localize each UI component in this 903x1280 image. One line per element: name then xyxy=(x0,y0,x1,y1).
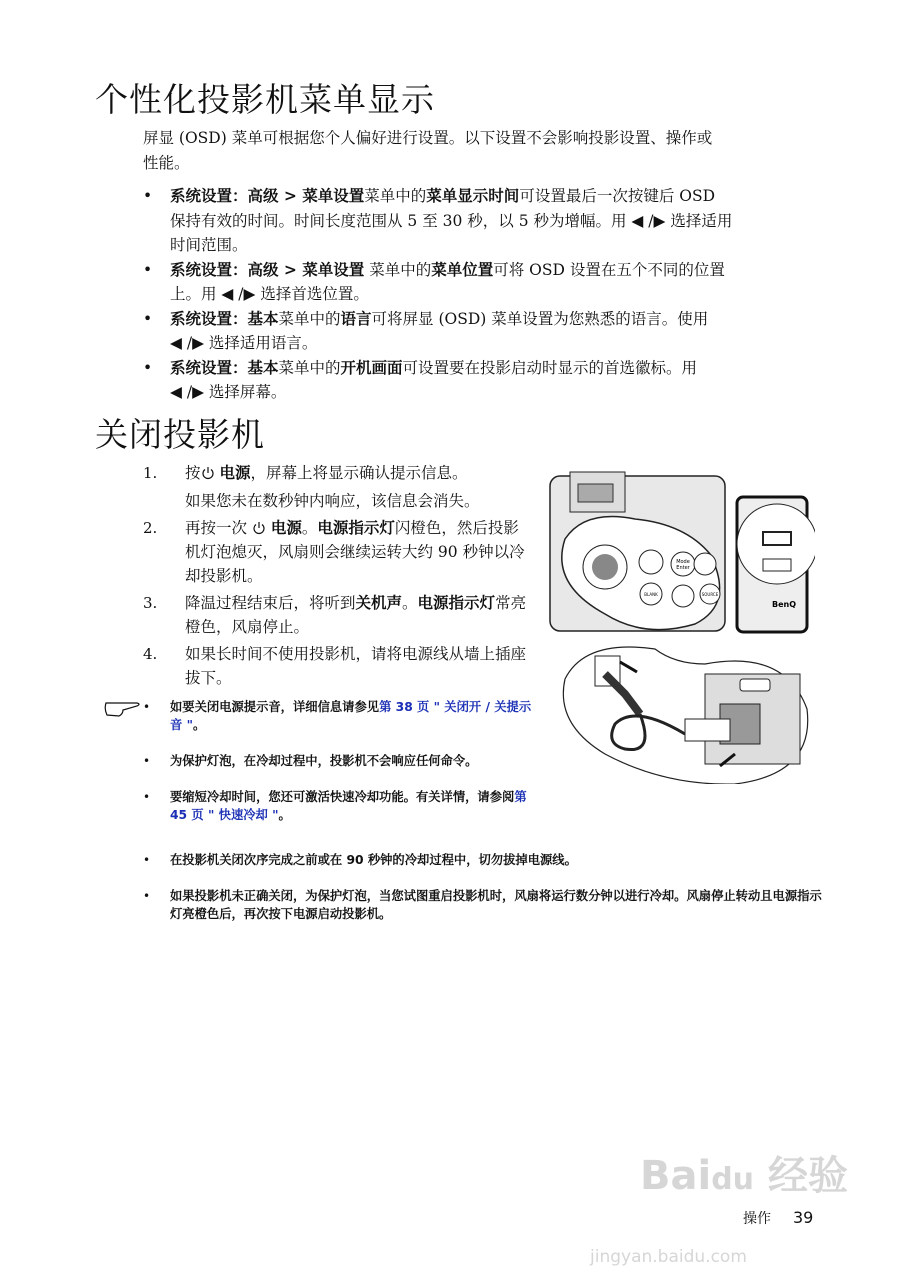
item-text: 菜单中的 xyxy=(278,309,341,328)
item-line xyxy=(170,233,855,258)
step-4 xyxy=(143,642,533,690)
item-line xyxy=(170,307,855,332)
item-line xyxy=(170,356,855,381)
step-text: 如果长时间不使用投影机，请将电源线从墙上插座拔下。 xyxy=(185,644,527,687)
item-text: 可设置最后一次按键后 OSD xyxy=(519,187,715,205)
power-label: 电源 xyxy=(270,517,302,537)
power-icon xyxy=(252,521,266,535)
note-item xyxy=(143,698,533,734)
menu-path: 菜单位置 xyxy=(431,259,494,279)
item-line xyxy=(170,282,855,307)
item-text: ◀ /▶ 选择适用语言。 xyxy=(170,334,318,352)
step-text: 。 xyxy=(402,593,418,612)
power-label: 电源 xyxy=(219,462,251,482)
page-reference-link[interactable]: 第 45 页 " 快速冷却 " xyxy=(170,789,527,822)
item-text: 菜单中的 xyxy=(364,187,427,205)
step-text: 闪橙色，然后投影机灯泡熄灭，风扇则会继续运转大约 90 秒钟以冷却投影机。 xyxy=(185,518,525,585)
osd-settings-list xyxy=(143,184,855,405)
osd-setting-item xyxy=(143,184,855,258)
baidu-watermark: Baidu 经验 xyxy=(640,1153,848,1199)
section-title-shutdown: 关闭投影机 xyxy=(95,414,265,454)
intro-line: 性能。 xyxy=(143,153,190,172)
step-text: ，屏幕上将显示确认提示信息。 xyxy=(250,463,468,482)
power-icon xyxy=(201,466,215,480)
power-indicator-label: 电源指示灯 xyxy=(417,592,496,612)
notes-list-wide xyxy=(143,851,823,923)
main-column xyxy=(95,80,855,941)
note-item xyxy=(143,752,533,770)
item-text: 时间范围。 xyxy=(170,236,248,254)
menu-path: 系统设置：高级 > 菜单设置 xyxy=(170,186,365,205)
item-text: 菜单中的 xyxy=(364,260,432,279)
note-text: 在投影机关闭次序完成之前或在 90 秒钟的冷却过程中，切勿拔掉电源线。 xyxy=(170,852,577,867)
osd-setting-item xyxy=(143,307,855,356)
note-text: 。 xyxy=(278,807,291,822)
power-indicator-label: 电源指示灯 xyxy=(317,517,395,537)
bullet-dot: • xyxy=(143,699,151,714)
menu-path: 开机画面 xyxy=(340,357,403,377)
step-number: 2. xyxy=(143,518,158,537)
svg-text:Mode: Mode xyxy=(676,558,690,565)
page-reference-link[interactable]: 第 38 页 " 关闭开 / 关提示音 " xyxy=(170,699,532,732)
section-title-osd: 个性化投影机菜单显示 xyxy=(95,80,435,119)
step-3 xyxy=(143,591,533,639)
item-text: ◀ /▶ 选择屏幕。 xyxy=(170,383,287,401)
page-number: 39 xyxy=(793,1208,814,1227)
svg-text:BLANK: BLANK xyxy=(644,591,658,597)
note-text: 如果投影机未正确关闭，为保护灯泡，当您试图重启投影机时，风扇将运行数分钟以进行冷却。风扇停止转动且电源指示灯亮橙色后，再次按下电源启动投影机。 xyxy=(170,888,822,921)
shutdown-sound-label: 关机声 xyxy=(355,592,403,612)
step-text: 再按一次 xyxy=(185,518,252,537)
page-footer xyxy=(743,1208,813,1229)
step-text: 降温过程结束后，将听到 xyxy=(185,593,356,612)
bullet-dot: • xyxy=(143,753,151,768)
item-line xyxy=(170,380,855,405)
item-text: 保持有效的时间。时间长度范围从 5 至 30 秒，以 5 秒为增幅。用 ◀ /▶ 选择适用 xyxy=(170,211,733,230)
step-text: 如果您未在数秒钟内响应，该信息会消失。 xyxy=(185,491,480,510)
intro-line: 屏显 (OSD) 菜单可根据您个人偏好进行设置。以下设置不会影响投影设置、操作或 xyxy=(143,129,713,147)
steps-list xyxy=(143,461,533,690)
note-item xyxy=(143,887,823,923)
menu-path: 菜单显示时间 xyxy=(426,186,520,205)
bullet-dot: • xyxy=(143,187,153,205)
bullet-dot: • xyxy=(143,309,153,328)
step-number: 3. xyxy=(143,593,158,612)
projector-illustration xyxy=(545,464,815,784)
step-text: 常亮橙色，风扇停止。 xyxy=(185,593,527,636)
item-text: 可将 OSD 设置在五个不同的位置 xyxy=(493,260,725,279)
step-2 xyxy=(143,516,533,588)
item-text: 上。用 ◀ /▶ 选择首选位置。 xyxy=(170,285,369,303)
item-text: 可将屏显 (OSD) 菜单设置为您熟悉的语言。使用 xyxy=(371,309,709,328)
bullet-dot: • xyxy=(143,852,151,867)
note-item xyxy=(143,788,533,824)
footer-section: 操作 xyxy=(743,1211,771,1227)
note-text: 如要关闭电源提示音，详细信息请参见 xyxy=(170,699,380,714)
step-number: 1. xyxy=(143,463,158,482)
intro-paragraph xyxy=(143,126,855,175)
note-text: 为保护灯泡，在冷却过程中，投影机不会响应任何命令。 xyxy=(170,753,478,768)
menu-path: 系统设置：基本 xyxy=(170,308,279,328)
step-number: 4. xyxy=(143,644,158,663)
item-line xyxy=(170,331,855,356)
notes-list xyxy=(143,698,533,824)
note-text: 要缩短冷却时间，您还可激活快速冷却功能。有关详情，请参阅 xyxy=(170,789,515,804)
item-text: 可设置要在投影启动时显示的首选徽标。用 xyxy=(402,358,698,377)
menu-path: 系统设置：基本 xyxy=(170,357,279,377)
bullet-dot: • xyxy=(143,789,151,804)
step-1 xyxy=(143,461,533,513)
bullet-dot: • xyxy=(143,888,151,903)
item-text: 菜单中的 xyxy=(278,358,341,377)
shutdown-section xyxy=(95,415,855,923)
svg-text:SOURCE: SOURCE xyxy=(701,591,719,597)
bullet-dot: • xyxy=(143,260,153,279)
item-line xyxy=(170,184,855,209)
item-line xyxy=(170,258,855,283)
step-text: 。 xyxy=(301,518,318,537)
osd-setting-item xyxy=(143,356,855,405)
note-text: 。 xyxy=(193,717,206,732)
menu-path: 语言 xyxy=(340,308,372,328)
watermark-url: jingyan.baidu.com xyxy=(590,1247,747,1267)
bullet-dot: • xyxy=(143,358,153,377)
power-button xyxy=(592,554,618,580)
menu-path: 系统设置：高级 > 菜单设置 xyxy=(170,259,365,279)
osd-setting-item xyxy=(143,258,855,307)
step-text: 按 xyxy=(185,463,201,482)
item-line xyxy=(170,209,855,234)
pointing-hand-icon xyxy=(103,698,143,720)
svg-text:BenQ: BenQ xyxy=(772,599,797,609)
svg-text:Enter: Enter xyxy=(676,564,690,571)
note-item xyxy=(143,851,823,869)
